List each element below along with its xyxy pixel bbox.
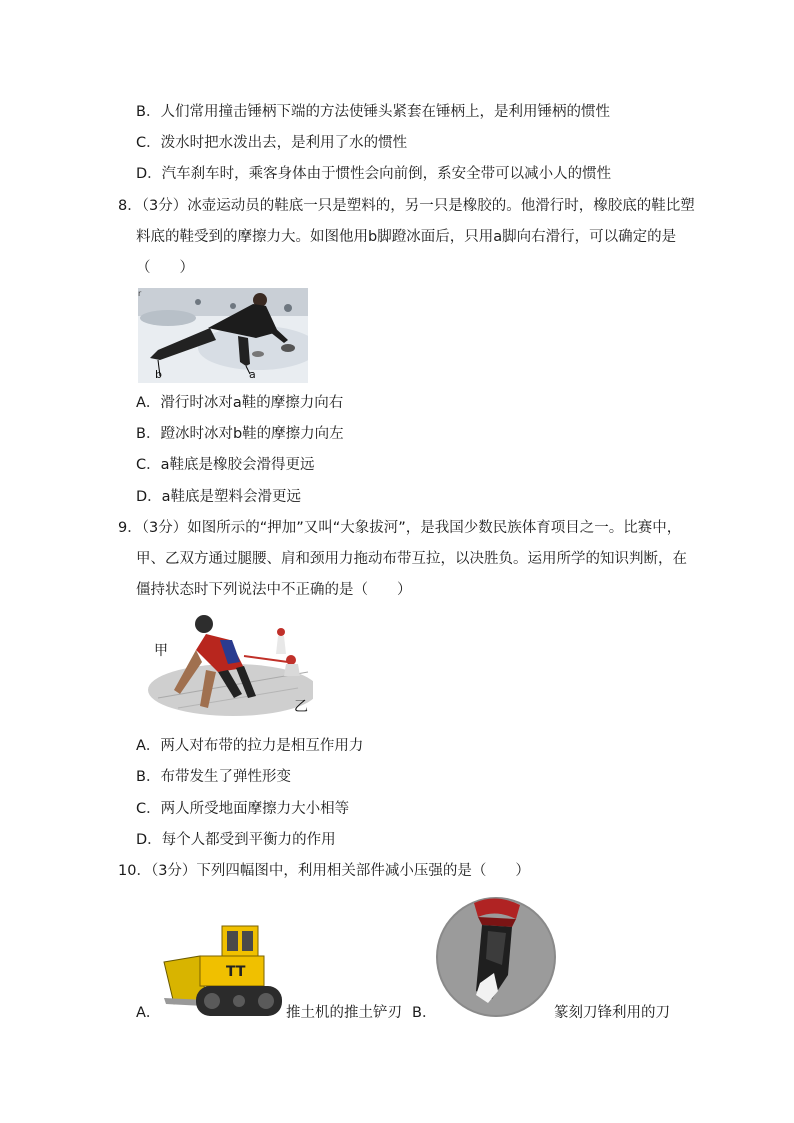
q8-option-c: C．a鞋底是橡胶会滑得更远 (136, 457, 315, 473)
svg-text:r: r (138, 289, 142, 298)
q8-stem-line-2: 料底的鞋受到的摩擦力大。如图他用b脚蹬冰面后，只用a脚向右滑行，可以确定的是 (136, 229, 677, 245)
q9-option-d: D．每个人都受到平衡力的作用 (136, 832, 336, 848)
q10-stem: 10．（3分）下列四幅图中，利用相关部件减小压强的是（ ） (118, 863, 530, 879)
curling-label-a: a (249, 368, 256, 381)
q7-option-d: D．汽车刹车时，乘客身体由于惯性会向前倒，系安全带可以减小人的惯性 (136, 166, 612, 182)
tug-label-yi: 乙 (294, 699, 308, 715)
tug-of-war-figure (148, 610, 313, 718)
q9-option-b: B．布带发生了弹性形变 (136, 769, 291, 785)
tug-of-war-image (148, 610, 313, 718)
carving-knife-image (436, 895, 556, 1019)
q10-option-a-letter: A． (136, 1005, 161, 1021)
tug-label-jia: 甲 (154, 643, 168, 659)
q9-stem-line-3: 僵持状态时下列说法中不正确的是（ ） (136, 582, 412, 598)
q9-option-c: C．两人所受地面摩擦力大小相等 (136, 801, 350, 817)
q10-option-b-text: 篆刻刀锋利用的刀 (554, 1005, 670, 1021)
q8-option-b: B．蹬冰时冰对b鞋的摩擦力向左 (136, 426, 344, 442)
q8-stem-line-1: 8．（3分）冰壶运动员的鞋底一只是塑料的，另一只是橡胶的。他滑行时，橡胶底的鞋比塑 (118, 198, 695, 214)
q10-option-a-text: 推土机的推土铲刃 (286, 1005, 402, 1021)
curling-figure (138, 288, 308, 383)
q8-option-d: D．a鞋底是塑料会滑更远 (136, 489, 302, 505)
q9-stem-line-2: 甲、乙双方通过腿腰、肩和颈用力拖动布带互拉，以决胜负。运用所学的知识判断，在 (136, 551, 687, 567)
q9-option-a: A．两人对布带的拉力是相互作用力 (136, 738, 364, 754)
curling-image (138, 288, 308, 383)
q8-stem-line-3: （ ） (136, 260, 194, 276)
q9-stem-line-1: 9．（3分）如图所示的“押加”又叫“大象拔河”，是我国少数民族体育项目之一。比赛中， (118, 520, 682, 536)
q8-option-a: A．滑行时冰对a鞋的摩擦力向右 (136, 395, 344, 411)
curling-label-b: b (155, 368, 162, 381)
svg-text:TT: TT (226, 964, 246, 980)
q7-option-c: C．泼水时把水泼出去，是利用了水的惯性 (136, 135, 408, 151)
q10-option-b-letter: B． (412, 1005, 437, 1021)
q7-option-b: B．人们常用撞击锤柄下端的方法使锤头紧套在锤柄上，是利用锤柄的惯性 (136, 104, 610, 120)
bulldozer-image (160, 920, 285, 1020)
bulldozer-figure (160, 920, 285, 1020)
carving-knife-figure (436, 895, 556, 1019)
